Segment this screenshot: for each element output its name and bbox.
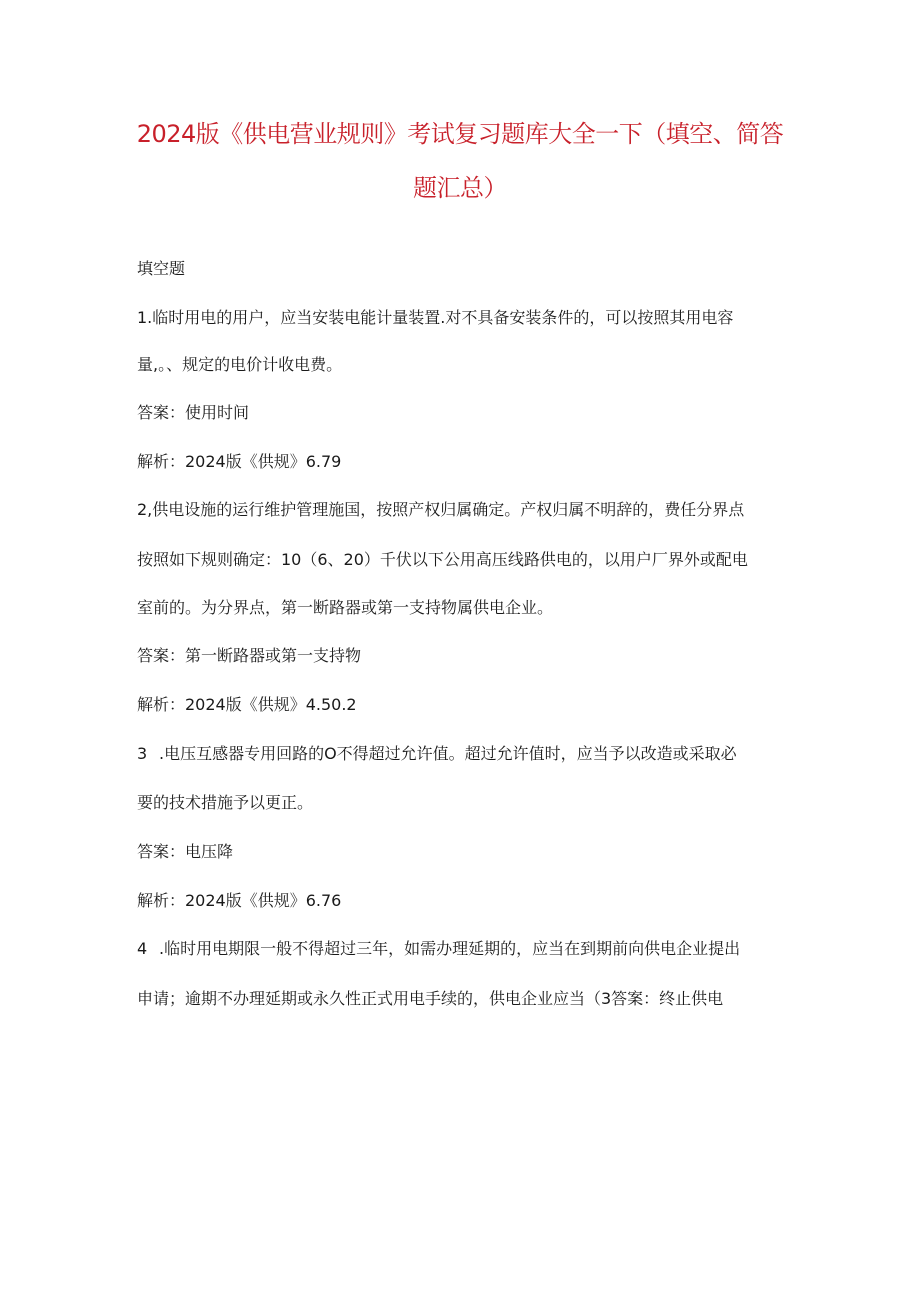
question-2-line-1: 2,供电设施的运行维护管理施国，按照产权归属确定。产权归属不明辞的，费任分界点 (137, 500, 745, 519)
question-1-analysis: 解析：2024版《供规》6.79 (137, 452, 342, 471)
question-4-line-1 (137, 941, 740, 957)
document-title-line-2: 题汇总） (413, 174, 507, 202)
question-3-line-2: 要的技术措施予以更正。 (137, 793, 314, 812)
question-3-number: 3 (137, 744, 148, 763)
question-3-analysis: 解析：2024版《供规》6.76 (137, 891, 342, 910)
question-4-number: 4 (137, 939, 148, 958)
question-1-line-2: 量,。、规定的电价计收电费。 (137, 355, 343, 374)
document-title-line-1: 2024版《供电营业规则》考试复习题库大全一下（填空、简答 (136, 120, 784, 148)
question-2-line-3: 室前的。为分界点，第一断路器或第一支持物属供电企业。 (137, 598, 554, 617)
question-4-text: .临时用电期限一般不得超过三年，如需办理延期的，应当在到期前向供电企业提出 (159, 939, 741, 958)
question-3-text: .电压互感器专用回路的O不得超过允许值。超过允许值时，应当予以改造或采取必 (159, 744, 737, 763)
question-4-line-2: 申请；逾期不办理延期或永久性正式用电手续的，供电企业应当（3答案：终止供电 (137, 989, 724, 1008)
question-3-line-1 (137, 746, 737, 762)
section-heading: 填空题 (137, 259, 186, 278)
question-2-line-2: 按照如下规则确定：10（6、20）千伏以下公用高压线路供电的，以用户厂界外或配电 (137, 550, 748, 569)
question-3-answer: 答案：电压降 (137, 842, 234, 861)
question-1-answer: 答案：使用时间 (137, 403, 250, 422)
question-2-analysis: 解析：2024版《供规》4.50.2 (137, 695, 357, 714)
question-2-answer: 答案：第一断路器或第一支持物 (137, 646, 362, 665)
question-1-line-1: 1.临时用电的用户，应当安装电能计量装置.对不具备安装条件的，可以按照其用电容 (137, 308, 734, 327)
